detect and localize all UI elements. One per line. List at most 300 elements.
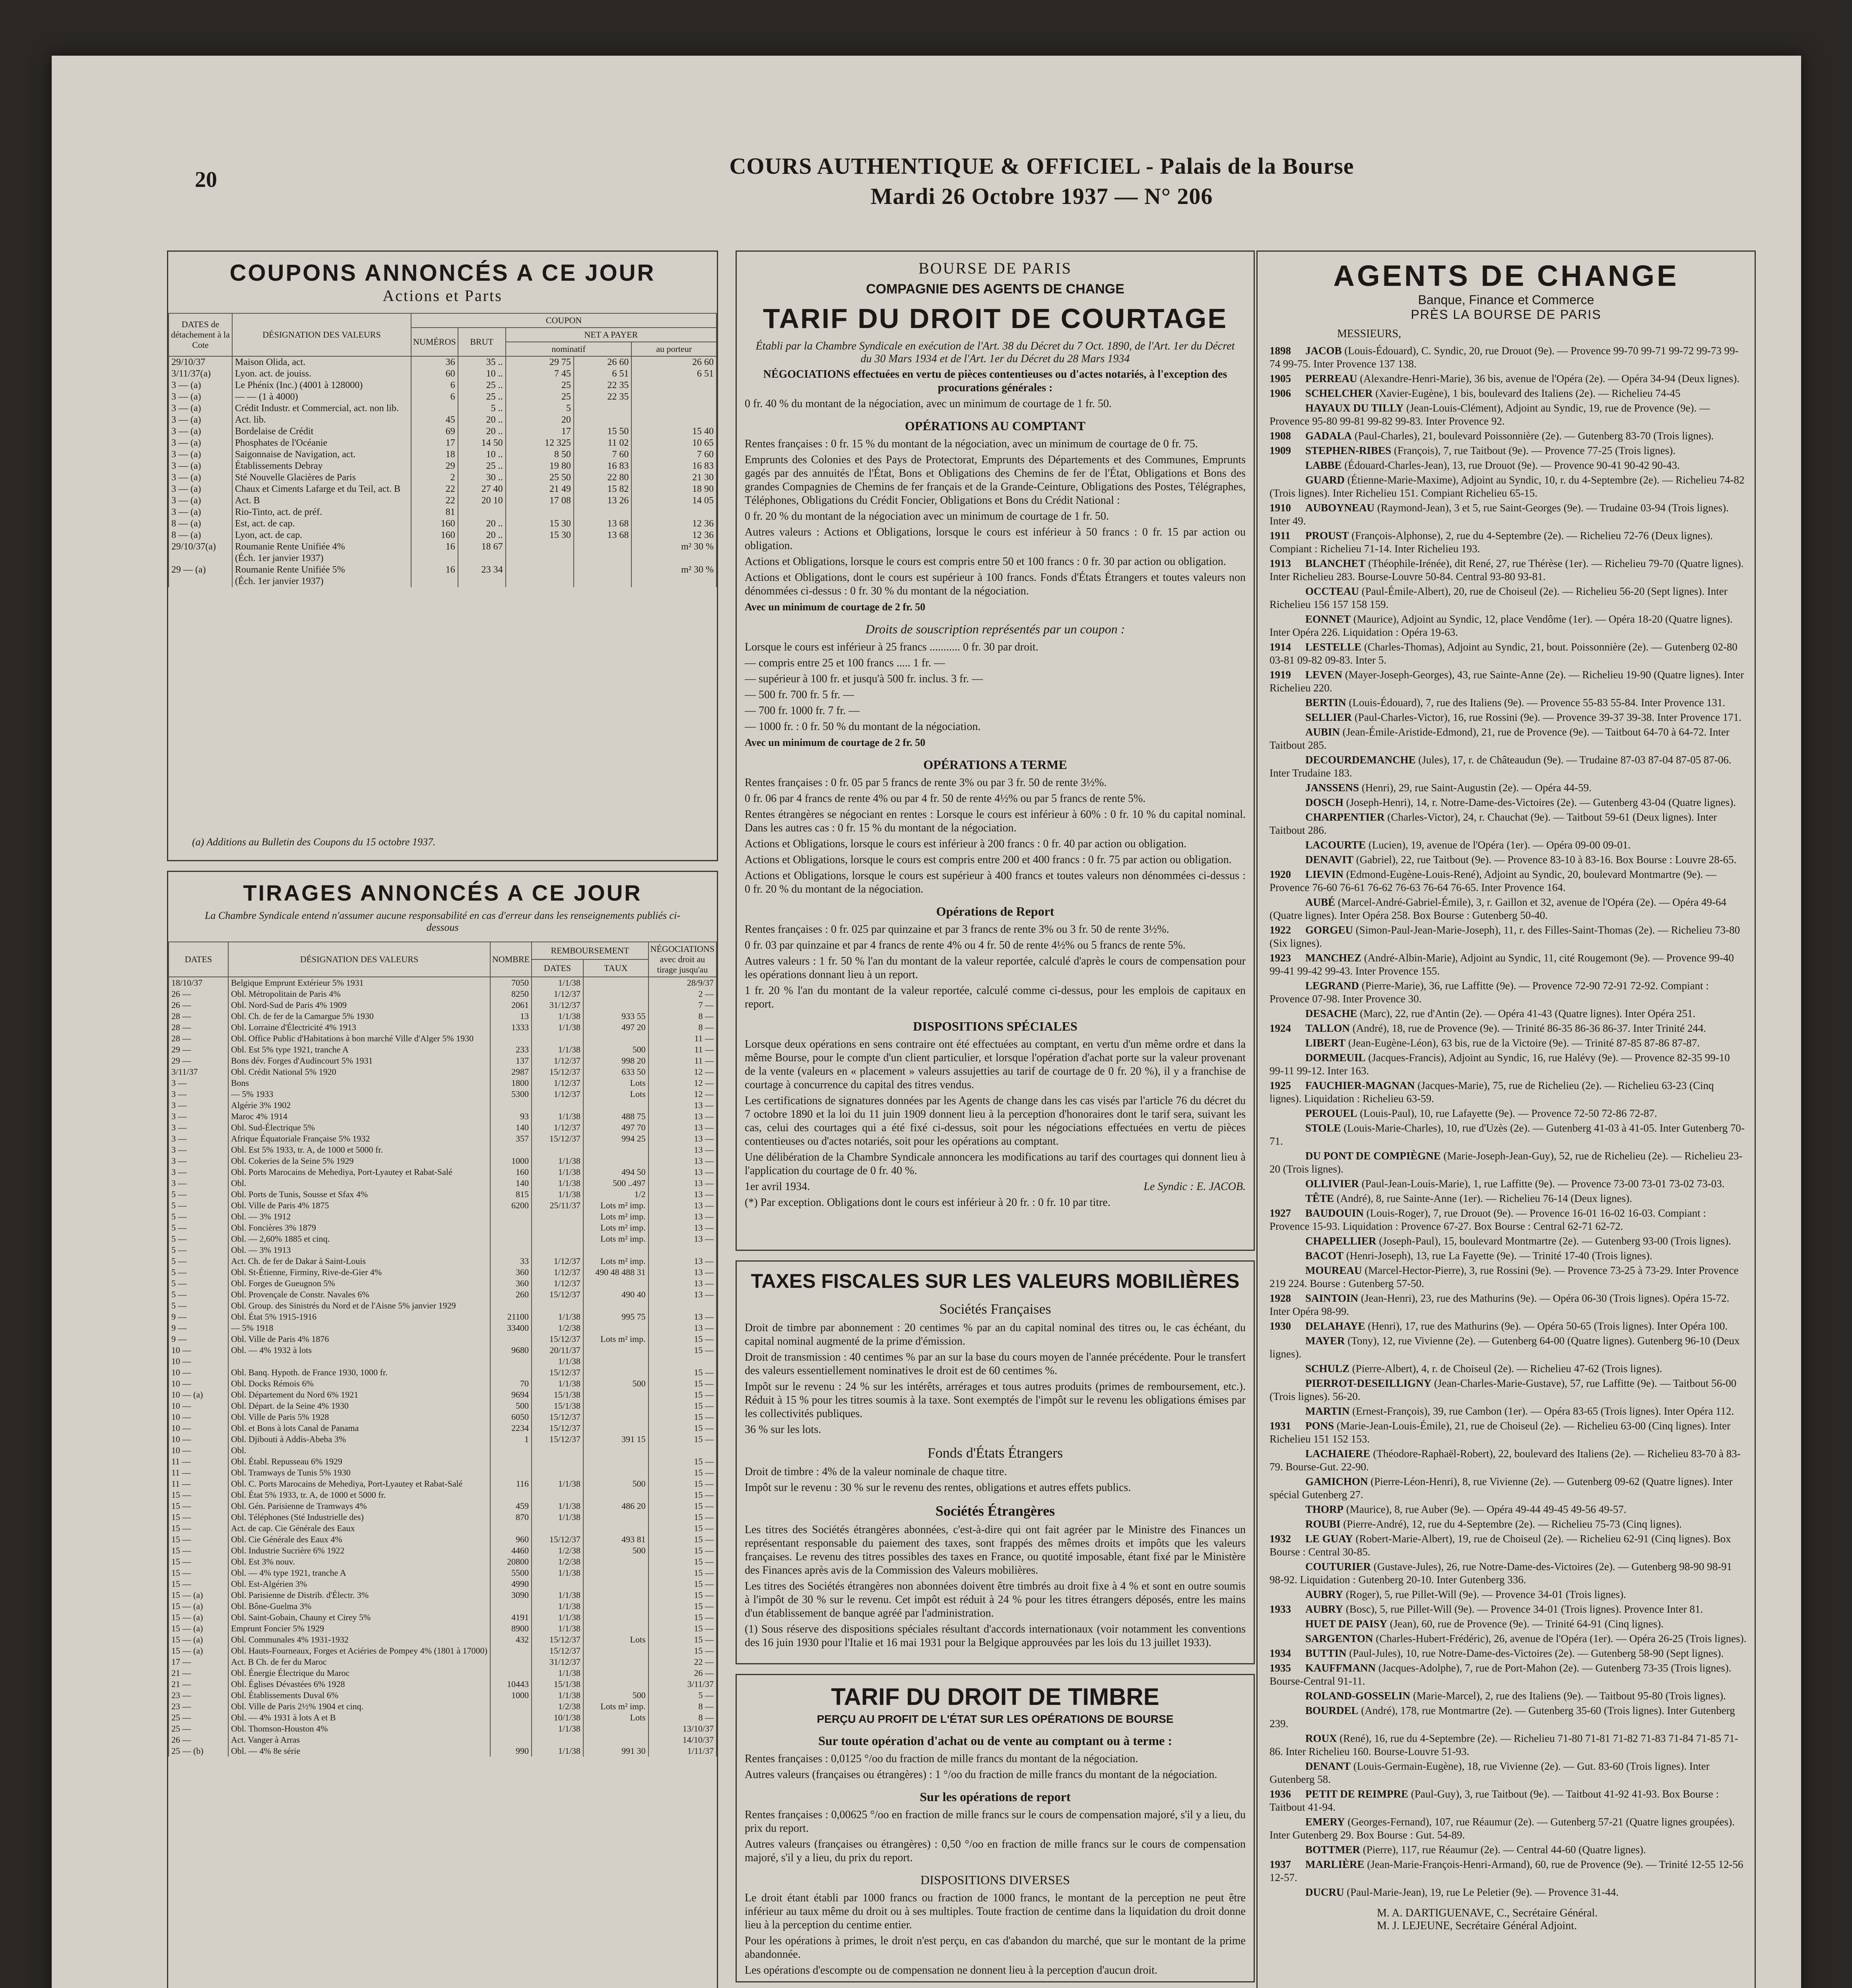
tirage-cell: 8 — xyxy=(648,1712,716,1723)
courtage-comptant-title: OPÉRATIONS AU COMPTANT xyxy=(905,419,1085,433)
tirage-cell: 1/12/37 xyxy=(532,1089,583,1100)
tirage-cell: Emprunt Foncier 5% 1929 xyxy=(228,1623,490,1634)
tirage-cell: Lots m² imp. xyxy=(583,1701,648,1712)
agent-details: (Joseph-Paul), 15, boulevard Montmartre (2e). — Gutenberg 93-00 (Trois lignes). xyxy=(1379,1235,1731,1247)
coupon-cell: 7 60 xyxy=(574,449,632,460)
tirage-cell: 15 — xyxy=(169,1501,228,1512)
agent-entry xyxy=(1270,641,1747,667)
coupon-cell xyxy=(411,553,458,564)
tirage-cell: 23 — xyxy=(169,1690,228,1701)
tirage-cell: 1/12/37 xyxy=(532,1122,583,1133)
tirage-cell: 93 xyxy=(490,1111,532,1122)
tirage-cell: 497 70 xyxy=(583,1122,648,1133)
coupon-cell: 6 xyxy=(411,380,458,391)
tirage-cell: 3 — xyxy=(169,1089,228,1100)
agent-entry xyxy=(1270,501,1747,528)
agent-entry xyxy=(1270,429,1747,443)
coupon-row xyxy=(169,564,716,576)
agent-year: 1919 xyxy=(1270,669,1291,681)
coupon-cell xyxy=(506,507,574,518)
tirage-cell xyxy=(583,1144,648,1155)
tirage-cell: Obl. Département du Nord 6% 1921 xyxy=(228,1389,490,1400)
tirage-cell: 13 — xyxy=(648,1256,716,1267)
tirage-row xyxy=(169,1089,716,1100)
agent-entry xyxy=(1270,1588,1747,1601)
agent-entry xyxy=(1270,1503,1747,1516)
tirage-cell xyxy=(583,1100,648,1111)
agent-name: PIERROT-DESEILLIGNY xyxy=(1305,1377,1432,1389)
coupon-cell xyxy=(411,403,458,414)
tirage-cell: 360 xyxy=(490,1278,532,1289)
agent-name: LIBERT xyxy=(1305,1037,1346,1049)
coupon-cell: Sté Nouvelle Glacières de Paris xyxy=(232,472,411,483)
tirage-cell: 9680 xyxy=(490,1345,532,1356)
coupon-cell xyxy=(574,541,632,553)
tirage-row xyxy=(169,1133,716,1144)
timbre-para: Rentes françaises : 0,0125 °/oo du fraction de mille francs du montant de la négociation. xyxy=(745,1753,1138,1765)
agent-year: 1931 xyxy=(1270,1420,1291,1432)
coupon-cell: 3 — (a) xyxy=(169,507,232,518)
tirage-cell: Obl. Ville de Paris 4% 1875 xyxy=(228,1200,490,1211)
agent-details: (Théodore-Raphaël-Robert), 22, boulevard des Italiens (2e). — Richelieu 83-70 à 83-79. Bourse-Gut. 22-90. xyxy=(1270,1448,1741,1473)
agent-entry xyxy=(1270,557,1747,583)
agent-details: (Marc), 22, rue d'Antin (2e). — Opéra 41-43 (Quatre lignes). Inter Opéra 251. xyxy=(1360,1008,1696,1019)
courtage-terme-list xyxy=(737,776,1254,896)
tirages-header-nombre: NOMBRE xyxy=(490,942,532,977)
tirage-cell xyxy=(490,1734,532,1745)
tirage-cell: 7050 xyxy=(490,977,532,988)
souscription-line: — compris entre 25 et 100 francs ..... 1 fr. — xyxy=(745,657,945,669)
tirage-cell xyxy=(583,1601,648,1612)
taxes-para: Les titres des Sociétés étrangères non abonnées doivent être timbrés au droit fixe à 4 % et sont en outre soumis à l'impôt de 30 % sur le revenu. Cet impôt est réduit à 24 % pour les titres étrangers déposés, entre les mains d'un établissement de banque agréé par l'administration. xyxy=(745,1580,1246,1619)
tirage-cell: Lots m² imp. xyxy=(583,1200,648,1211)
tirage-cell: Obl. Est-Algérien 3% xyxy=(228,1578,490,1590)
tirage-row xyxy=(169,1256,716,1267)
agent-name: DESACHE xyxy=(1305,1008,1357,1019)
tirage-cell: 28/9/37 xyxy=(648,977,716,988)
tirage-cell: 11 — xyxy=(169,1456,228,1467)
coupon-cell: 5 xyxy=(506,403,574,414)
tirage-row xyxy=(169,1456,716,1467)
tirage-cell: 10 — xyxy=(169,1400,228,1411)
tirage-cell: 1/1/38 xyxy=(532,1623,583,1634)
tirage-cell: Obl. C. Ports Marocains de Mehediya, Port-Lyautey et Rabat-Salé xyxy=(228,1478,490,1489)
tirage-cell xyxy=(532,1445,583,1456)
tirage-cell xyxy=(583,1345,648,1356)
agent-name: DU PONT DE COMPIÈGNE xyxy=(1305,1150,1441,1162)
coupon-cell: 22 80 xyxy=(574,472,632,483)
tirage-cell: 20/11/37 xyxy=(532,1345,583,1356)
agent-name: OLLIVIER xyxy=(1305,1178,1359,1190)
tirage-cell: 4191 xyxy=(490,1612,532,1623)
tirage-cell: Obl. Sud-Électrique 5% xyxy=(228,1122,490,1133)
agent-name: JANSSENS xyxy=(1305,782,1359,794)
agent-entry xyxy=(1270,1362,1747,1375)
tirage-cell: 3 — xyxy=(169,1122,228,1133)
agent-entry xyxy=(1270,1079,1747,1105)
agent-entry xyxy=(1270,811,1747,837)
coupon-cell: 15 30 xyxy=(506,518,574,530)
tirage-cell: Obl. Communales 4% 1931-1932 xyxy=(228,1634,490,1645)
coupon-cell xyxy=(574,403,632,414)
coupon-cell: 18 67 xyxy=(458,541,506,553)
tirage-cell: Lots xyxy=(583,1077,648,1089)
tirage-cell: 28 — xyxy=(169,1033,228,1044)
tirage-row xyxy=(169,1311,716,1322)
tirage-cell: 15 — xyxy=(648,1623,716,1634)
agent-name: AUBRY xyxy=(1305,1588,1343,1600)
tirage-cell: 15/12/37 xyxy=(532,1133,583,1144)
agent-name: ROUBI xyxy=(1305,1518,1341,1530)
agent-name: BOTTMER xyxy=(1305,1844,1361,1856)
tirage-cell: 1/2 xyxy=(583,1189,648,1200)
tirage-row xyxy=(169,1200,716,1211)
tirage-row xyxy=(169,1000,716,1011)
tirage-cell xyxy=(583,1389,648,1400)
coupon-cell: 3 — (a) xyxy=(169,483,232,495)
tirage-cell: 15 — xyxy=(648,1389,716,1400)
tirage-cell: 15 — (a) xyxy=(169,1612,228,1623)
tirage-cell: 15 — xyxy=(648,1334,716,1345)
tirage-cell: 500 xyxy=(583,1044,648,1055)
agent-entry xyxy=(1270,1617,1747,1631)
agent-details: (Henri-Joseph), 13, rue La Fayette (9e). — Trinité 17-40 (Trois lignes). xyxy=(1346,1250,1652,1262)
tirages-subtitle: La Chambre Syndicale entend n'assumer aucune responsabilité en cas d'erreur dans les renseignements publiés ci-dessous xyxy=(205,910,680,933)
agent-name: DELAHAYE xyxy=(1305,1320,1365,1332)
tirage-cell: Obl. Industrie Sucrière 6% 1922 xyxy=(228,1545,490,1556)
tirage-cell: Obl. Saint-Gobain, Chauny et Cirey 5% xyxy=(228,1612,490,1623)
tirage-cell: 1/1/38 xyxy=(532,1512,583,1523)
agent-entry xyxy=(1270,1532,1747,1559)
agent-entry xyxy=(1270,1334,1747,1361)
tirage-cell: Obl. Docks Rémois 6% xyxy=(228,1378,490,1389)
tirage-cell: 15/12/37 xyxy=(532,1434,583,1445)
agent-entry xyxy=(1270,1377,1747,1403)
timbre-title: TARIF DU DROIT DE TIMBRE xyxy=(831,1683,1159,1710)
tirage-cell: 1/1/38 xyxy=(532,1668,583,1679)
agent-name: GUARD xyxy=(1305,474,1345,486)
tirage-row xyxy=(169,1111,716,1122)
agent-name: DORMEUIL xyxy=(1305,1052,1366,1064)
tirage-cell: 15/12/37 xyxy=(532,1367,583,1378)
agent-details: (Tony), 12, rue Vivienne (2e). — Gutenberg 64-00 (Quatre lignes). Gutenberg 96-10 (Deux lignes). xyxy=(1270,1335,1740,1360)
agent-entry xyxy=(1270,402,1747,428)
tirage-cell: 10 — xyxy=(169,1445,228,1456)
tirage-row xyxy=(169,1634,716,1645)
report-para: Rentes françaises : 0 fr. 025 par quinzaine et par 3 francs de rente 3% ou 3 fr. 50 de rente 3½%. xyxy=(745,923,1169,936)
agent-name: HAYAUX DU TILLY xyxy=(1305,402,1404,414)
tirage-cell xyxy=(490,1445,532,1456)
agent-details: (Charles-Hubert-Frédéric), 26, avenue de l'Opéra (1er). — Opéra 26-25 (Trois lignes). xyxy=(1376,1633,1747,1644)
tirage-row xyxy=(169,1267,716,1278)
coupon-cell: Roumanie Rente Unifiée 5% xyxy=(232,564,411,576)
courtage-compagnie: COMPAGNIE DES AGENTS DE CHANGE xyxy=(866,282,1124,297)
tirage-row xyxy=(169,1345,716,1356)
tirage-cell: 15 — xyxy=(648,1489,716,1501)
tirage-cell: 13 xyxy=(490,1011,532,1022)
courtage-report-title: Opérations de Report xyxy=(936,904,1054,918)
tirage-cell: Obl. et Bons à lots Canal de Panama xyxy=(228,1423,490,1434)
agent-details: (Pierre-Albert), 4, r. de Choiseul (2e). — Richelieu 47-62 (Trois lignes). xyxy=(1352,1363,1662,1375)
tirage-cell: 13 — xyxy=(648,1178,716,1189)
tirage-cell: 2 — xyxy=(648,988,716,1000)
tirage-cell xyxy=(490,1300,532,1311)
tirage-cell: — 5% 1933 xyxy=(228,1089,490,1100)
tirage-cell: Lots m² imp. xyxy=(583,1222,648,1233)
tirage-row xyxy=(169,1745,716,1757)
tirage-cell: Act. Vanger à Arras xyxy=(228,1734,490,1745)
tirage-cell: 13 — xyxy=(648,1289,716,1300)
tirages-header-dates: DATES xyxy=(169,942,228,977)
dispositions-para: Lorsque deux opérations en sens contraire ont été effectuées au comptant, en vertu d'un même ordre et dans la même Bourse, pour le compte d'un client particulier, et lorsque l'opération d'achat porte sur la valeur provenant de la vente (valeurs en « placement » valeurs assujetties au tarif de courtage de 0 fr. 20 %), il y a franchise de courtage à concurrence du capital des titres vendus. xyxy=(745,1038,1246,1091)
agent-name: GORGEU xyxy=(1305,924,1353,936)
agent-details: (Jacques-Marie), 75, rue de Richelieu (2e). — Richelieu 63-23 (Cinq lignes). Liquidation : Richelieu 63-59. xyxy=(1270,1079,1714,1105)
coupon-cell xyxy=(574,553,632,564)
tirage-cell xyxy=(583,1467,648,1478)
coupon-cell: Lyon. act. de jouiss. xyxy=(232,368,411,380)
agent-entry xyxy=(1270,1051,1747,1077)
agent-name: SELLIER xyxy=(1305,711,1352,723)
courtage-intro: NÉGOCIATIONS effectuées en vertu de pièces contentieuses ou d'actes notariés, à l'exception des procurations générales : xyxy=(763,368,1227,394)
agent-name: SCHELCHER xyxy=(1305,387,1373,399)
coupon-cell: 8 — (a) xyxy=(169,518,232,530)
tirage-cell: 33 xyxy=(490,1256,532,1267)
tirage-cell: Obl. — 4% type 1921, tranche A xyxy=(228,1567,490,1578)
tirage-row xyxy=(169,1378,716,1389)
agent-name: GAMICHON xyxy=(1305,1475,1368,1487)
coupons-subtitle: Actions et Parts xyxy=(382,287,503,305)
tirage-cell xyxy=(532,1467,583,1478)
coupon-cell: 25 .. xyxy=(458,391,506,403)
tirage-cell: 1000 xyxy=(490,1155,532,1167)
agent-year: 1935 xyxy=(1270,1662,1291,1674)
coupon-cell: 13 68 xyxy=(574,518,632,530)
coupon-cell: 16 83 xyxy=(631,460,716,472)
tirage-cell: 357 xyxy=(490,1133,532,1144)
tirage-cell xyxy=(490,1222,532,1233)
tirage-cell: 15/12/37 xyxy=(532,1645,583,1656)
agent-name: DENANT xyxy=(1305,1760,1351,1772)
coupon-cell: 7 45 xyxy=(506,368,574,380)
agent-name: SAINTOIN xyxy=(1305,1292,1359,1304)
coupon-cell: 16 xyxy=(411,541,458,553)
tirage-cell: 26 — xyxy=(169,988,228,1000)
tirage-cell: 1/1/38 xyxy=(532,1378,583,1389)
tirage-cell: Obl. Gén. Parisienne de Tramways 4% xyxy=(228,1501,490,1512)
tirage-cell: 995 75 xyxy=(583,1311,648,1322)
courtage-souscription-title: Droits de souscription représentés par un coupon : xyxy=(865,622,1125,636)
tirage-cell: 1/12/37 xyxy=(532,988,583,1000)
agent-entry xyxy=(1270,696,1747,709)
tirage-cell: Obl. — 4% 1931 à lots A et B xyxy=(228,1712,490,1723)
comptant-para: 0 fr. 20 % du montant de la négociation avec un minimum de courtage de 1 fr. 50. xyxy=(745,510,1109,522)
agent-name: PROUST xyxy=(1305,530,1349,542)
agent-details: (Jules), 17, r. de Châteaudun (9e). — Trudaine 87-03 87-04 87-05 87-06. Inter Trudaine 183. xyxy=(1270,754,1732,779)
agent-details: (Robert-Marie-Albert), 19, rue de Choiseul (2e). — Richelieu 62-91 (Cinq lignes). Box Bourse : Central 30-85. xyxy=(1270,1533,1731,1558)
tirage-cell: 1/2/38 xyxy=(532,1701,583,1712)
agent-year: 1930 xyxy=(1270,1320,1291,1332)
coupon-cell: 15 82 xyxy=(574,483,632,495)
agent-details: (Xavier-Eugène), 1 bis, boulevard des Italiens (2e). — Richelieu 74-45 xyxy=(1375,387,1681,399)
tirage-cell: 10 — xyxy=(169,1434,228,1445)
tirage-cell: 459 xyxy=(490,1501,532,1512)
tirage-cell: 3 — xyxy=(169,1111,228,1122)
coupon-row xyxy=(169,391,716,403)
agent-name: COUTURIER xyxy=(1305,1561,1371,1573)
coupon-cell: 23 34 xyxy=(458,564,506,576)
comptant-para: Rentes françaises : 0 fr. 15 % du montant de la négociation, avec un minimum de courtage de 0 fr. 75. xyxy=(745,438,1198,450)
agent-entry xyxy=(1270,1704,1747,1730)
coupon-cell: 20 .. xyxy=(458,426,506,437)
tirage-row xyxy=(169,1300,716,1311)
agent-details: (André), 178, rue Montmartre (2e). — Gutenberg 35-60 (Trois lignes). Inter Gutenberg 239. xyxy=(1270,1705,1735,1730)
agent-entry xyxy=(1270,711,1747,724)
agent-name: MAYER xyxy=(1305,1335,1345,1347)
agent-year: 1906 xyxy=(1270,387,1291,399)
agent-entry xyxy=(1270,1662,1747,1688)
tirage-cell: 33400 xyxy=(490,1322,532,1334)
tirages-header-designation: DÉSIGNATION DES VALEURS xyxy=(228,942,490,977)
coupon-row xyxy=(169,518,716,530)
agent-entry xyxy=(1270,1788,1747,1814)
tirage-cell: 13/10/37 xyxy=(648,1723,716,1734)
tirage-cell: 3 — xyxy=(169,1077,228,1089)
tirage-cell: 15/1/38 xyxy=(532,1679,583,1690)
agent-year: 1911 xyxy=(1270,530,1291,542)
tirage-cell: 3 — xyxy=(169,1144,228,1155)
agent-entry xyxy=(1270,1815,1747,1842)
tirage-cell: 8250 xyxy=(490,988,532,1000)
tirage-row xyxy=(169,1211,716,1222)
agent-name: LACOURTE xyxy=(1305,839,1366,851)
tirage-cell: 3090 xyxy=(490,1590,532,1601)
coupon-cell: 22 35 xyxy=(574,391,632,403)
agent-entry xyxy=(1270,1320,1747,1333)
tirage-cell: 7 — xyxy=(648,1000,716,1011)
tirage-cell: 15/12/37 xyxy=(532,1534,583,1545)
agent-name: BUTTIN xyxy=(1305,1647,1347,1659)
tirage-cell xyxy=(583,1445,648,1456)
tirage-row xyxy=(169,1144,716,1155)
tirage-cell: 26 — xyxy=(169,1000,228,1011)
tirage-cell: 15 — xyxy=(169,1534,228,1545)
tirage-cell: 15 — xyxy=(648,1634,716,1645)
tirages-title: TIRAGES ANNONCÉS A CE JOUR xyxy=(243,880,642,905)
tirage-cell: Obl. xyxy=(228,1178,490,1189)
coupon-cell: 29/10/37(a) xyxy=(169,541,232,553)
tirage-cell: 870 xyxy=(490,1512,532,1523)
tirage-row xyxy=(169,1690,716,1701)
agent-name: ROLAND-GOSSELIN xyxy=(1305,1690,1411,1702)
tirage-cell: 11 — xyxy=(648,1044,716,1055)
tirage-cell: 13 — xyxy=(648,1233,716,1244)
agent-entry xyxy=(1270,1843,1747,1856)
tirage-cell xyxy=(583,1155,648,1167)
taxes-para: Les titres des Sociétés étrangères abonnées, c'est-à-dire qui ont fait agréer par le Ministre des Finances un représentant responsable du paiement des taxes, sont frappés des mêmes droits et impôts que les valeurs françaises. Le revenu des titres possibles des taxes en France, ou quotité imposable, étant fixé par le Ministère des Finances après avis de la Commission des Valeurs mobilières. xyxy=(745,1524,1246,1576)
agent-name: SCHULZ xyxy=(1305,1363,1350,1375)
agent-details: (Pierre-André), 12, rue du 4-Septembre (2e). — Richelieu 75-73 (Cinq lignes). xyxy=(1343,1518,1682,1530)
coupon-cell: 29 xyxy=(411,460,458,472)
taxes-francaises-title: Sociétés Françaises xyxy=(939,1301,1051,1317)
tirage-cell: Obl. Forges de Gueugnon 5% xyxy=(228,1278,490,1289)
coupon-cell: 3 — (a) xyxy=(169,472,232,483)
taxes-etrangeres-title: Sociétés Étrangères xyxy=(935,1503,1055,1519)
tirage-cell: 9 — xyxy=(169,1311,228,1322)
tirage-cell: 490 40 xyxy=(583,1289,648,1300)
agent-name: PONS xyxy=(1305,1420,1334,1432)
agent-entry xyxy=(1270,1405,1747,1418)
terme-para: Actions et Obligations, lorsque le cours est compris entre 200 et 400 francs : 0 fr. 75 par action ou obligation. xyxy=(745,854,1232,866)
agent-details: (Marie-Joseph-Jean-Guy), 52, rue de Richelieu (2e). — Richelieu 23-20 (Trois lignes). xyxy=(1270,1150,1743,1175)
agent-details: (Jacques-Francis), Adjoint au Syndic, 16, rue Halévy (9e). — Provence 82-35 99-10 99-11 99-12. Inter 163. xyxy=(1270,1052,1730,1077)
agent-details: (Étienne-Marie-Maxime), Adjoint au Syndic, 10, r. du 4-Septembre (2e). — Richelieu 74-82 (Trois lignes). Inter Richelieu 151. Compiant Richelieu 65-15. xyxy=(1270,474,1745,499)
tirage-row xyxy=(169,1011,716,1022)
tirage-cell: 15 — (a) xyxy=(169,1601,228,1612)
agents-subtitle2: PRÈS LA BOURSE DE PARIS xyxy=(1411,307,1602,322)
coupon-row xyxy=(169,483,716,495)
tirage-cell: Lots xyxy=(583,1712,648,1723)
agent-details: (Jean-Marie-François-Henri-Armand), 60, rue de Provence (9e). — Trinité 12-55 12-56 12-57. xyxy=(1270,1858,1743,1883)
agent-year: 1920 xyxy=(1270,868,1291,880)
tirage-cell: 15/1/38 xyxy=(532,1400,583,1411)
tirage-cell: 5300 xyxy=(490,1089,532,1100)
coupon-cell: Saigonnaise de Navigation, act. xyxy=(232,449,411,460)
comptant-para: Autres valeurs : Actions et Obligations, lorsque le cours est inférieur à 50 francs : 0 fr. 15 par action ou obligation. xyxy=(745,526,1246,552)
tirage-cell xyxy=(490,1712,532,1723)
tirage-cell: 633 50 xyxy=(583,1066,648,1077)
tirage-cell: Obl. Tramways de Tunis 5% 1930 xyxy=(228,1467,490,1478)
coupon-row xyxy=(169,356,716,368)
courtage-comptant-side: Avec un minimum de courtage de 2 fr. 50 xyxy=(745,601,926,613)
tirage-cell xyxy=(490,1668,532,1679)
coupon-cell: 6 xyxy=(411,391,458,403)
tirage-cell: 500 xyxy=(583,1690,648,1701)
agent-details: (Henri), 29, rue Saint-Augustin (2e). — Opéra 44-59. xyxy=(1361,782,1592,794)
agent-entry xyxy=(1270,1647,1747,1660)
coupon-cell: 10 .. xyxy=(458,368,506,380)
tirage-cell xyxy=(532,1211,583,1222)
tirage-cell xyxy=(583,1612,648,1623)
coupon-cell: m² 30 % xyxy=(631,541,716,553)
tirage-cell: 15 — xyxy=(648,1512,716,1523)
timbre-diverses-title: DISPOSITIONS DIVERSES xyxy=(920,1873,1070,1887)
agent-details: (Alexandre-Henri-Marie), 36 bis, avenue de l'Opéra (2e). — Opéra 34-94 (Deux lignes). xyxy=(1360,373,1740,384)
coupons-header-nominatif: nominatif xyxy=(506,342,632,356)
tirage-cell: 991 30 xyxy=(583,1745,648,1757)
agent-entry xyxy=(1270,853,1747,866)
coupon-row xyxy=(169,449,716,460)
tirage-cell xyxy=(490,1211,532,1222)
tirage-cell: 12 — xyxy=(648,1089,716,1100)
coupon-cell: 20 .. xyxy=(458,518,506,530)
agent-name: ROUX xyxy=(1305,1732,1337,1744)
tirage-cell: 20800 xyxy=(490,1556,532,1567)
tirage-cell: 13 — xyxy=(648,1167,716,1178)
coupon-row xyxy=(169,414,716,426)
tirage-row xyxy=(169,1701,716,1712)
tirage-cell: Lots xyxy=(583,1089,648,1100)
tirage-cell: 1 xyxy=(490,1434,532,1445)
coupon-cell xyxy=(631,403,716,414)
timbre-para: Autres valeurs (françaises ou étrangères) : 1 °/oo du fraction de mille francs du montant de la négociation. xyxy=(745,1769,1217,1781)
tirage-cell: 933 55 xyxy=(583,1011,648,1022)
agents-secretary: M. J. LEJEUNE, Secrétaire Général Adjoint. xyxy=(1377,1920,1577,1932)
tirage-cell: 5 — xyxy=(169,1267,228,1278)
agent-details: (Paul-Guy), 3, rue Taitbout (9e). — Taitbout 41-92 41-93. Box Bourse : Taitbout 41-94. xyxy=(1270,1788,1719,1813)
tirage-cell xyxy=(583,1623,648,1634)
tirage-cell: 15 — xyxy=(648,1612,716,1623)
tirage-cell: 15 — xyxy=(648,1423,716,1434)
